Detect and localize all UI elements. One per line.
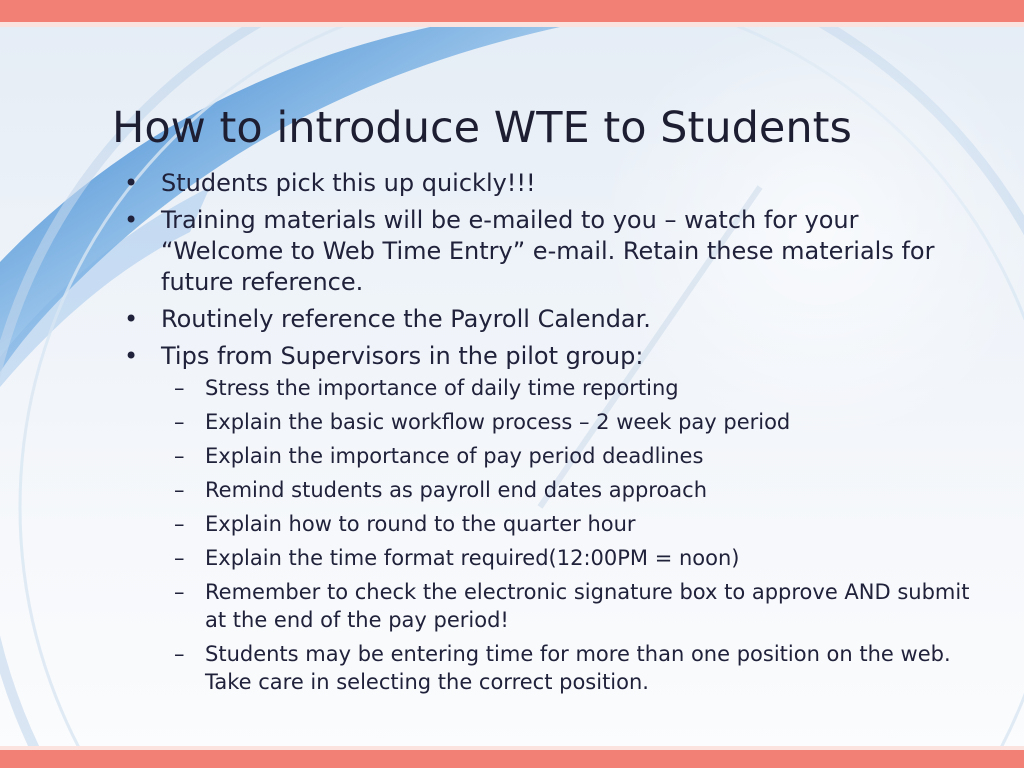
sub-bullet-item [124, 640, 974, 696]
sub-bullet-item [124, 408, 974, 436]
dash-marker: – [174, 512, 185, 536]
sub-bullet-list [124, 374, 974, 696]
bottom-accent-band [0, 750, 1024, 768]
sub-bullet-item [124, 442, 974, 470]
dash-marker: – [174, 444, 185, 468]
bullet-item [124, 205, 974, 298]
sub-bullet-item [124, 544, 974, 572]
bullet-item [124, 304, 974, 335]
sub-bullet-text: Remind students as payroll end dates approach [205, 478, 708, 502]
dash-marker: – [174, 580, 185, 604]
sub-bullet-text: Remember to check the electronic signature box to approve AND submit at the end of the pay period! [205, 580, 970, 632]
dash-marker: – [174, 546, 185, 570]
sub-bullet-text: Explain the basic workflow process – 2 week pay period [205, 410, 791, 434]
bullet-text: Training materials will be e-mailed to you – watch for your “Welcome to Web Time Entry” e-mail. Retain these materials for future reference. [161, 206, 935, 296]
sub-bullet-text: Explain the importance of pay period deadlines [205, 444, 704, 468]
sub-bullet-item [124, 476, 974, 504]
bullet-text: Students pick this up quickly!!! [161, 169, 536, 197]
dash-marker: – [174, 376, 185, 400]
sub-bullet-item [124, 510, 974, 538]
bullet-marker: • [124, 342, 139, 370]
sub-bullet-item [124, 374, 974, 402]
bullet-list [124, 168, 974, 702]
dash-marker: – [174, 478, 185, 502]
bullet-text: Routinely reference the Payroll Calendar. [161, 305, 651, 333]
slide-title: How to introduce WTE to Students [112, 103, 852, 153]
sub-bullet-item [124, 578, 974, 634]
sub-bullet-text: Explain how to round to the quarter hour [205, 512, 636, 536]
sub-bullet-text: Stress the importance of daily time reporting [205, 376, 679, 400]
bullet-item [124, 168, 974, 199]
bullet-item [124, 341, 974, 696]
sub-bullet-text: Explain the time format required(12:00PM = noon) [205, 546, 740, 570]
bullet-text: Tips from Supervisors in the pilot group: [161, 342, 644, 370]
sub-bullet-text: Students may be entering time for more than one position on the web. Take care in selecting the correct position. [205, 642, 951, 694]
dash-marker: – [174, 410, 185, 434]
bullet-marker: • [124, 169, 139, 197]
top-accent-band [0, 0, 1024, 22]
bullet-marker: • [124, 305, 139, 333]
dash-marker: – [174, 642, 185, 666]
bullet-marker: • [124, 206, 139, 234]
